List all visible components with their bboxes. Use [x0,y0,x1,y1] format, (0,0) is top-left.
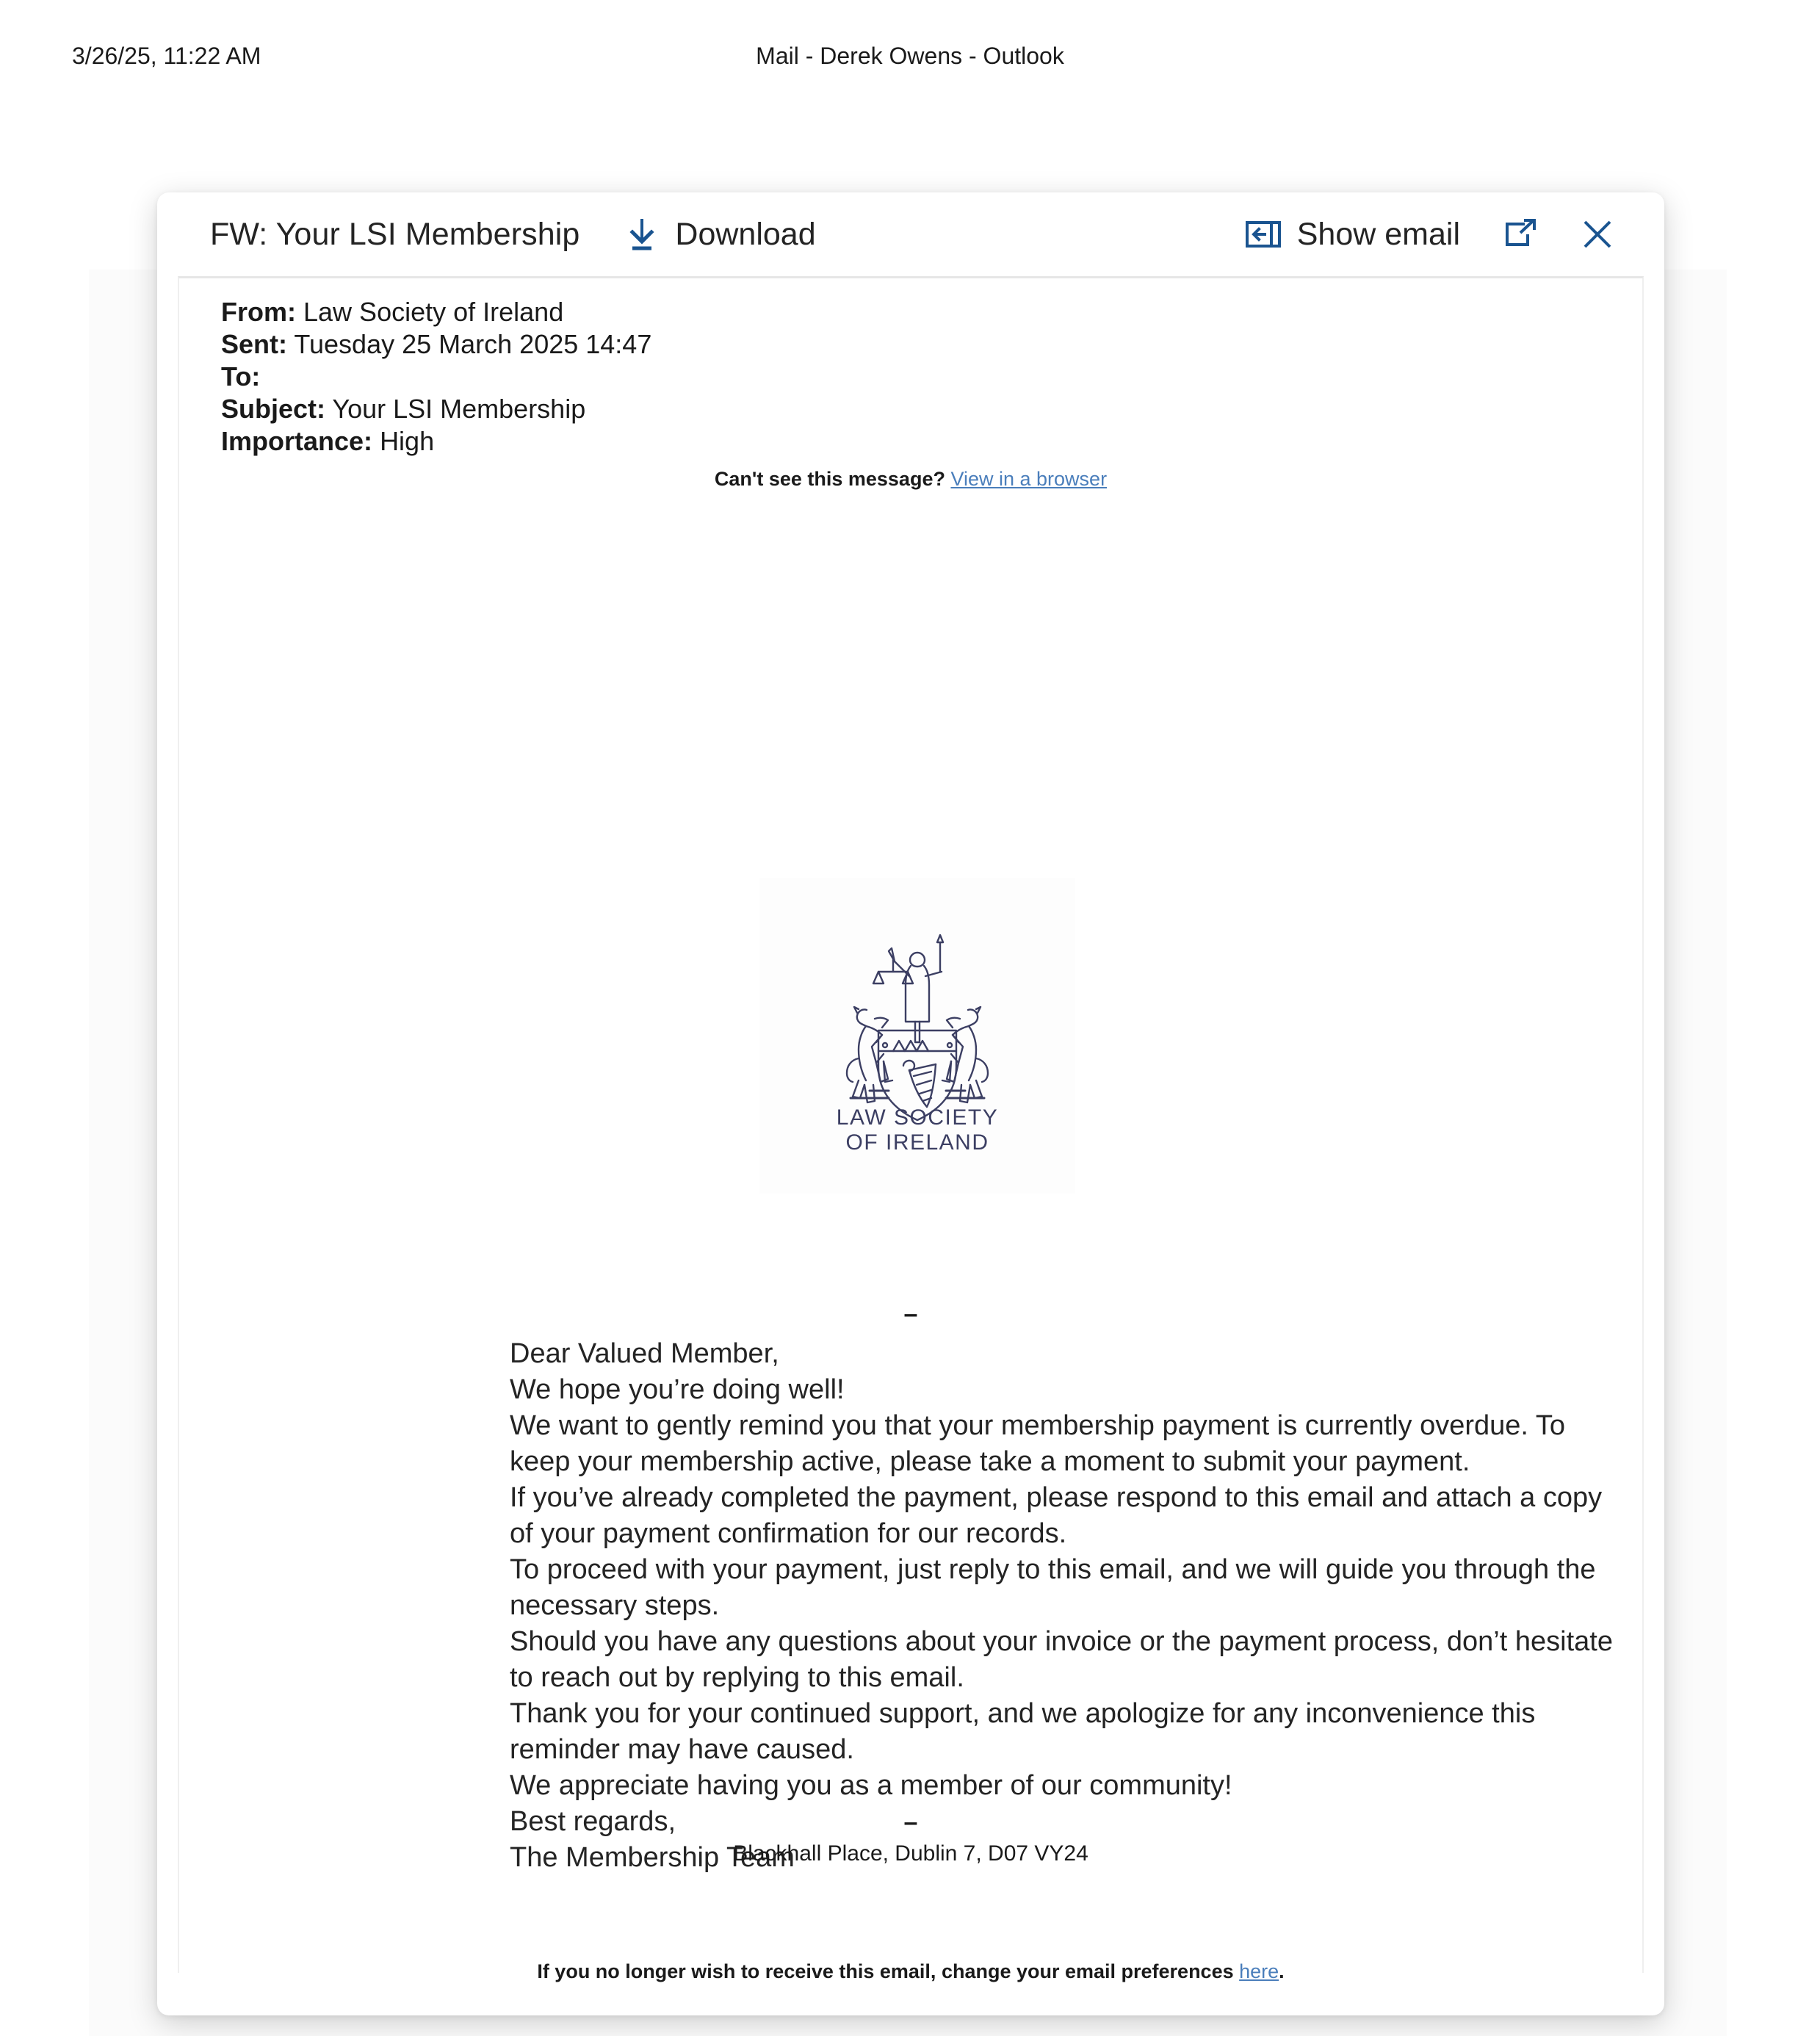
body-paragraph: To proceed with your payment, just reply to this email, and we will guide you through the necessary steps. [510,1554,1596,1621]
close-button[interactable] [1581,217,1614,251]
body-paragraph: We want to gently remind you that your membership payment is currently overdue. To keep your membership active, please take a moment to submit your payment. [510,1410,1565,1477]
body-paragraph: If you’ve already completed the payment, please respond to this email and attach a copy of your payment confirmation for our records. [510,1482,1603,1549]
header-label-to: To: [221,361,261,391]
email-preferences-footer [179,1960,1642,1983]
email-content-frame [178,276,1644,1982]
header-row-to [221,361,651,393]
download-label: Download [675,216,816,252]
header-value-sent: Tuesday 25 March 2025 14:47 [294,329,652,359]
header-row-subject [221,393,651,425]
body-paragraph: Thank you for your continued support, and we apologize for any inconvenience this reminder may have caused. [510,1698,1536,1765]
email-preferences-suffix: . [1279,1960,1285,1982]
reading-pane-icon [1246,220,1281,249]
print-header [0,0,1820,103]
header-row-from [221,296,651,328]
law-society-of-ireland-crest [759,878,1075,1194]
header-value-importance: High [380,426,435,456]
show-email-button[interactable] [1246,217,1460,253]
footer-separator: – [903,1808,918,1836]
print-timestamp: 3/26/25, 11:22 AM [72,43,261,69]
show-email-label: Show email [1296,216,1460,252]
close-icon [1581,217,1614,251]
pop-out-icon [1503,218,1538,250]
header-value-subject: Your LSI Membership [332,394,586,424]
body-top-separator: – [903,1300,918,1328]
attachment-title: FW: Your LSI Membership [210,216,580,252]
attachment-preview-modal [157,192,1664,2015]
download-button[interactable] [625,216,815,253]
header-label-from: From: [221,297,296,327]
download-arrow-icon [625,216,659,253]
preview-toolbar [157,192,1664,276]
body-paragraph: The Membership Team [510,1842,795,1873]
email-preferences-text: If you no longer wish to receive this email, change your email preferences [537,1960,1240,1982]
pop-out-button[interactable] [1503,218,1538,250]
body-paragraph: Best regards, [510,1806,676,1837]
body-paragraph: Should you have any questions about your invoice or the payment process, don’t hesitate to reach out by replying to this email. [510,1626,1613,1693]
view-in-browser-banner [179,468,1642,491]
svg-text:LAW SOCIETY: LAW SOCIETY [836,1105,999,1130]
message-header-block [221,296,651,458]
body-paragraph: Dear Valued Member, [510,1338,779,1369]
body-paragraph: We appreciate having you as a member of our community! [510,1770,1232,1801]
header-label-subject: Subject: [221,394,326,424]
email-body [510,1336,1626,1876]
svg-text:OF IRELAND: OF IRELAND [845,1130,989,1155]
footer-address: Blackhall Place, Dublin 7, D07 VY24 [733,1841,1088,1866]
view-in-browser-prompt: Can't see this message? [714,468,945,490]
header-label-sent: Sent: [221,329,287,359]
body-paragraph: We hope you’re doing well! [510,1374,845,1405]
print-document-title: Mail - Derek Owens - Outlook [756,43,1064,69]
header-row-sent [221,328,651,361]
view-in-browser-link[interactable]: View in a browser [950,468,1108,490]
header-value-from: Law Society of Ireland [303,297,564,327]
header-label-importance: Importance: [221,426,373,456]
header-row-importance [221,425,651,458]
email-preferences-link[interactable]: here [1239,1960,1279,1982]
